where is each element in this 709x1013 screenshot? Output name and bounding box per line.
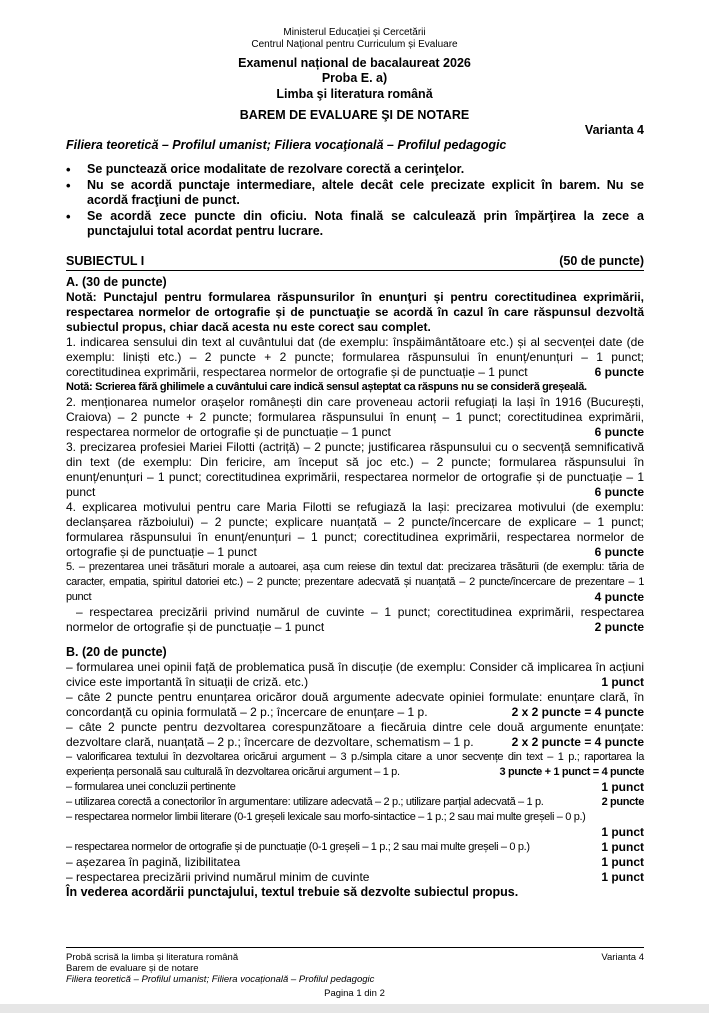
item-points: 2 puncte xyxy=(591,620,644,635)
item-row xyxy=(66,500,644,560)
section-a-title: A. (30 de puncte) xyxy=(66,275,167,289)
item-points: 6 puncte xyxy=(591,365,644,380)
item-text: – formularea unei concluzii pertinente xyxy=(66,781,236,793)
item-text: – așezarea în pagină, lizibilitatea xyxy=(66,855,241,869)
item-row xyxy=(66,780,644,795)
footer-varianta: Varianta 4 xyxy=(601,952,644,963)
exam-title: Examenul național de bacalaureat 2026 xyxy=(238,56,471,70)
subiect-points: (50 de puncte) xyxy=(559,254,644,268)
rule-item: • Se acordă zece puncte din oficiu. Nota finală se calculează prin împărţirea la zece a punctajului total acordat pentru lucrare. xyxy=(66,209,644,240)
item-row xyxy=(66,560,644,605)
item-points: 6 puncte xyxy=(591,545,644,560)
footer-line-1 xyxy=(66,952,644,963)
item-text: – respectarea normelor limbii literare (0-1 greșeli lexicale sau morfo-sintactice – 1 p.; 2 sau mai multe greșeli – 0 p.) xyxy=(66,811,586,823)
item-row xyxy=(66,810,644,840)
section-a-note: Notă: Punctajul pentru formularea răspunsurilor în enunţuri și pentru corectitudinea exprimării, respectarea normelor de ortografie și de punctuaţie se acordă în cazul în care răspunsul dezvoltă subiectul propus, chiar dacă acesta nu este corect sau complet. xyxy=(66,290,644,334)
item-row xyxy=(66,870,644,885)
item-points: 2 puncte xyxy=(598,795,644,810)
item-points: 6 puncte xyxy=(591,485,644,500)
item-row xyxy=(66,855,644,870)
item-text: – valorificarea textului în dezvoltarea oricărui argument – 3 p./simpla citare a unor secvențe din text – 1 p.; raportarea la experiența personală sau culturală în dezvoltarea oricărui argument – 1 p. xyxy=(66,751,644,778)
item-row xyxy=(66,720,644,750)
item-points: 2 x 2 puncte = 4 puncte xyxy=(508,705,644,720)
footer-line-3: Filiera teoretică – Profilul umanist; Filiera vocațională – Profilul pedagogic xyxy=(66,974,375,985)
item-text: 1. indicarea sensului din text al cuvântului dat (de exemplu: înspăimântătoare etc.) și al secvenței date (de exemplu: liniști etc.) – 2 puncte + 2 puncte; formularea răspunsului în enunț/enunțuri – 1 punct; corectitudinea exprimării, respectarea normelor de ortografie și de punctuație – 1 punct xyxy=(66,335,644,379)
rules-list xyxy=(66,162,644,240)
rule-item: • Se punctează orice modalitate de rezolvare corectă a cerinţelor. xyxy=(66,162,644,178)
ministry-name: Ministerul Educației și Cercetării xyxy=(283,27,426,38)
item-points: 4 puncte xyxy=(591,590,644,605)
item-text: 3. precizarea profesiei Mariei Filotti (actriță) – 2 puncte; justificarea răspunsului cu o secvență semnificativă din text (de exemplu: Din fericire, am început să joc etc.) – 2 puncte; formularea răspunsului în enunț/enunțuri – 1 punct; corectitudinea exprimării, respectarea normelor de ortografie și de punctuație – 1 punct xyxy=(66,440,644,499)
item-text: – respectarea precizării privind numărul de cuvinte – 1 punct; corectitudinea exprimării, respectarea normelor de ortografie și de punctuație – 1 punct xyxy=(66,605,644,634)
item-text: – câte 2 puncte pentru dezvoltarea corespunzătoare a fiecăruia dintre cele două argumente enunțate: dezvoltare clară, nuanțată – 2 p.; încercare de dezvoltare, schematism – 1 p. xyxy=(66,720,644,749)
item-points: 3 puncte + 1 punct = 4 puncte xyxy=(496,765,645,780)
item-text: 2. menționarea numelor orașelor românești din care proveneau actorii refugiați la Iași în 1916 (București, Craiova) – 2 puncte + 2 puncte; formularea răspunsului în enunț – 1 punct; corectitudinea exprimării, respectarea normelor de ortografie și de punctuație – 1 punct xyxy=(66,395,644,439)
barem-title: BAREM DE EVALUARE ŞI DE NOTARE xyxy=(239,108,470,122)
item-row xyxy=(66,335,644,380)
footer-divider xyxy=(66,947,644,948)
item-points: 1 punct xyxy=(597,840,644,855)
subiect-heading xyxy=(66,254,644,271)
viewer-bottom-band xyxy=(0,1004,709,1013)
section-b xyxy=(66,645,644,900)
item-points: 1 punct xyxy=(597,870,644,885)
item-row xyxy=(66,840,644,855)
section-a xyxy=(66,275,644,635)
filiera-line: Filiera teoretică – Profilul umanist; Filiera vocaţională – Profilul pedagogic xyxy=(66,138,507,152)
varianta-label: Varianta 4 xyxy=(584,123,644,137)
footer-exam: Probă scrisă la limba și literatura română xyxy=(66,952,239,963)
item-points: 1 punct xyxy=(597,675,644,690)
item-text: – respectarea normelor de ortografie și de punctuație (0-1 greșeli – 1 p.; 2 sau mai multe greșeli – 0 p.) xyxy=(66,841,530,853)
item-points: 2 x 2 puncte = 4 puncte xyxy=(508,735,644,750)
subiect-title: SUBIECTUL I xyxy=(66,254,145,268)
item-row xyxy=(66,395,644,440)
item-points: 1 punct xyxy=(597,780,644,795)
item-text: – utilizarea corectă a conectorilor în argumentare: utilizare adecvată – 2 p.; utilizare parțial adecvată – 1 p. xyxy=(66,796,544,808)
item-row xyxy=(66,660,644,690)
footer-line-2: Barem de evaluare și de notare xyxy=(66,963,199,974)
item-points: 1 punct xyxy=(597,855,644,870)
subject-title: Limba şi literatura română xyxy=(276,87,433,101)
item-text: 5. – prezentarea unei trăsături morale a autoarei, așa cum reiese din textul dat: precizarea trăsăturii (de exemplu: tăria de caracter, empatia, spiritul datoriei etc.) – 2 puncte; prezentare adecvată și nuanțată – 2 puncte/încercare de prezentare – 1 punct xyxy=(66,561,644,603)
item-points: 6 puncte xyxy=(591,425,644,440)
item-text: – respectarea precizării privind numărul minim de cuvinte xyxy=(66,870,370,884)
item-row xyxy=(66,440,644,500)
page-number: Pagina 1 din 2 xyxy=(324,988,385,999)
item-row xyxy=(66,795,644,810)
center-name: Centrul Național pentru Curriculum și Evaluare xyxy=(251,39,458,50)
item-row xyxy=(66,690,644,720)
note-line: Notă: Scrierea fără ghilimele a cuvântului care indică sensul așteptat ca răspuns nu se consideră greșeală. xyxy=(66,381,587,393)
proba-title: Proba E. a) xyxy=(321,71,388,85)
item-row xyxy=(66,750,644,780)
item-text: – formularea unei opinii față de problematica pusă în discuție (de exemplu: Consider că implicarea în acțiuni civice este importantă în situații de criză. etc.) xyxy=(66,660,644,689)
rule-item: • Nu se acordă punctaje intermediare, altele decât cele precizate explicit în barem. Nu se acordă fracţiuni de punct. xyxy=(66,178,644,209)
item-text: 4. explicarea motivului pentru care Maria Filotti se refugiază la Iași: precizarea motivului (de exemplu: declanșarea războiului) – 2 puncte; explicare nuanțată – 2 puncte/încercare de explicare – 1 punct; formularea răspunsului în enunț/enunțuri – 1 punct; corectitudinea exprimării, respectarea normelor de ortografie și de punctuație – 1 punct xyxy=(66,500,644,559)
item-text: – câte 2 puncte pentru enunțarea oricăror două argumente adecvate opiniei formulate: enunțare clară, în concordanță cu opinia formulată – 2 p.; încercare de enunțare – 1 p. xyxy=(66,690,644,719)
section-b-final-note: În vederea acordării punctajului, textul trebuie să dezvolte subiectul propus. xyxy=(66,885,519,899)
item-points: 1 punct xyxy=(601,825,644,839)
item-row xyxy=(66,605,644,635)
section-b-title: B. (20 de puncte) xyxy=(66,645,167,659)
